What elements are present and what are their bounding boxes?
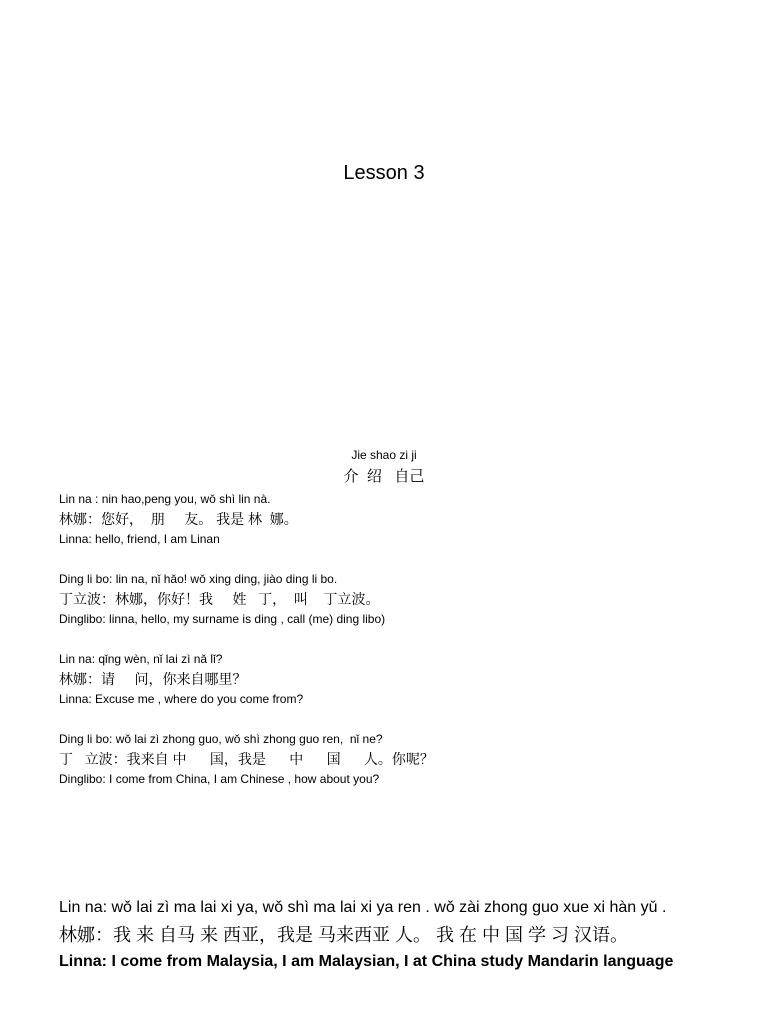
dialogue xyxy=(59,490,719,810)
subtitle-chinese: 介 绍 自己 xyxy=(343,468,425,485)
page-title: Lesson 3 xyxy=(343,162,425,184)
dialogue-pinyin: Lin na : nin hao,peng you, wǒ shì lin nà. xyxy=(59,492,271,506)
dialogue-block-3 xyxy=(59,650,719,708)
dialogue-english: Linna: Excuse me , where do you come from? xyxy=(59,692,304,706)
dialogue-english: Dinglibo: linna, hello, my surname is ding , call (me) ding libo) xyxy=(59,612,386,626)
final-pinyin: Lin na: wǒ lai zì ma lai xi ya, wǒ shì ma lai xi ya ren . wǒ zài zhong guo xue xi hàn yǔ . xyxy=(59,899,667,916)
dialogue-chinese: 林娜：请 问，你来自哪里？ xyxy=(59,671,247,687)
dialogue-english: Dinglibo: I come from China, I am Chinese , how about you? xyxy=(59,772,380,786)
dialogue-pinyin: Lin na: qǐng wèn, nǐ lai zì nǎ lǐ? xyxy=(59,652,223,666)
dialogue-chinese: 林娜：您好， 朋 友。 我是 林 娜。 xyxy=(59,511,298,527)
final-english: Linna: I come from Malaysia, I am Malaysian, I at China study Mandarin language xyxy=(59,953,674,970)
dialogue-english: Linna: hello, friend, I am Linan xyxy=(59,532,220,546)
dialogue-block-2 xyxy=(59,570,719,628)
subtitle-pinyin: Jie shao zi ji xyxy=(351,448,417,462)
dialogue-block-4 xyxy=(59,730,719,788)
dialogue-pinyin: Ding li bo: wǒ lai zì zhong guo, wǒ shì zhong guo ren, nǐ ne? xyxy=(59,732,383,746)
dialogue-block-1 xyxy=(59,490,719,548)
dialogue-chinese: 丁立波：林娜，你好！我 姓 丁， 叫 丁立波。 xyxy=(59,591,380,607)
final-dialogue-block xyxy=(59,898,709,973)
dialogue-chinese: 丁 立波：我来自 中 国，我是 中 国 人。你呢？ xyxy=(59,751,434,767)
dialogue-pinyin: Ding li bo: lin na, nǐ hǎo! wǒ xing ding, jiào ding li bo. xyxy=(59,572,338,586)
final-chinese: 林娜：我 来 自马 来 西亚，我是 马来西亚 人。 我 在 中 国 学 习 汉语。 xyxy=(59,925,629,945)
